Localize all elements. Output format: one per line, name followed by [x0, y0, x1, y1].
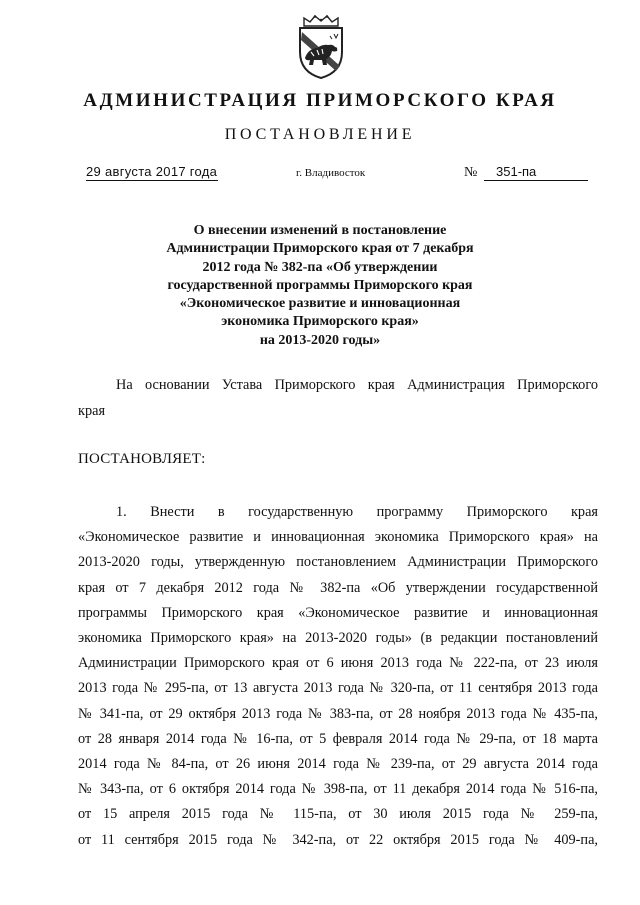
basis-paragraph — [78, 372, 598, 424]
number-sign: № — [464, 165, 478, 180]
organization-name: АДМИНИСТРАЦИЯ ПРИМОРСКОГО КРАЯ — [83, 90, 557, 111]
decree-heading: ПОСТАНОВЛЯЕТ: — [78, 451, 206, 467]
item-line: 2013 года № 295-па, от 13 августа 2013 года № 320-па, от 11 сентября 2013 года — [78, 680, 598, 697]
document-title — [100, 222, 540, 350]
item-line: № 343-па, от 6 октября 2014 года № 398-па, от 11 декабря 2014 года № 516-па, — [78, 781, 598, 798]
document-number: 351-па — [484, 164, 588, 181]
document-type: ПОСТАНОВЛЕНИЕ — [224, 126, 416, 143]
title-line: экономика Приморского края» — [221, 314, 419, 330]
item-line: 1. Внести в государственную программу Приморского края — [116, 504, 598, 520]
item-line: программы Приморского края «Экономическое развитие и инновационная — [78, 604, 598, 621]
item-line: № 341-па, от 29 октября 2013 года № 383-па, от 28 ноября 2013 года № 435-па, — [78, 705, 598, 722]
item-line: 2013-2020 годы, утвержденную постановлением Администрации Приморского — [78, 554, 598, 571]
item-line: Администрации Приморского края от 6 июня 2013 года № 222-па, от 23 июля — [78, 655, 598, 672]
title-line: на 2013-2020 годы» — [259, 332, 381, 348]
title-line: Администрации Приморского края от 7 декабря — [166, 241, 474, 257]
item-line: «Экономическое развитие и инновационная экономика Приморского края» на — [78, 529, 598, 546]
title-line: 2012 года № 382-па «Об утверждении — [202, 259, 438, 275]
item-line: края от 7 декабря 2012 года № 382-па «Об утверждении государственной — [78, 579, 598, 596]
item-line: от 11 сентября 2015 года № 342-па, от 22 октября 2015 года № 409-па, — [78, 831, 598, 848]
basis-line: края — [78, 403, 106, 419]
document-date: 29 августа 2017 года — [86, 164, 218, 179]
basis-line: На основании Устава Приморского края Администрация Приморского — [116, 377, 598, 393]
document-city: г. Владивосток — [296, 167, 366, 179]
item-line: 2014 года № 84-па, от 26 июня 2014 года № 239-па, от 29 августа 2014 года — [78, 756, 598, 773]
coat-of-arms-icon — [290, 14, 352, 80]
title-line: О внесении изменений в постановление — [193, 223, 447, 238]
item-line: от 15 апреля 2015 года № 115-па, от 30 июля 2015 года № 259-па, — [78, 806, 598, 823]
title-line: государственной программы Приморского края — [167, 277, 473, 293]
title-line: «Экономическое развитие и инновационная — [179, 296, 461, 312]
item-1-paragraph — [78, 500, 598, 853]
item-line: от 28 января 2014 года № 16-па, от 5 февраля 2014 года № 29-па, от 18 марта — [78, 730, 598, 747]
item-line: экономика Приморского края» на 2013-2020 годы» (в редакции постановлений — [78, 630, 598, 647]
